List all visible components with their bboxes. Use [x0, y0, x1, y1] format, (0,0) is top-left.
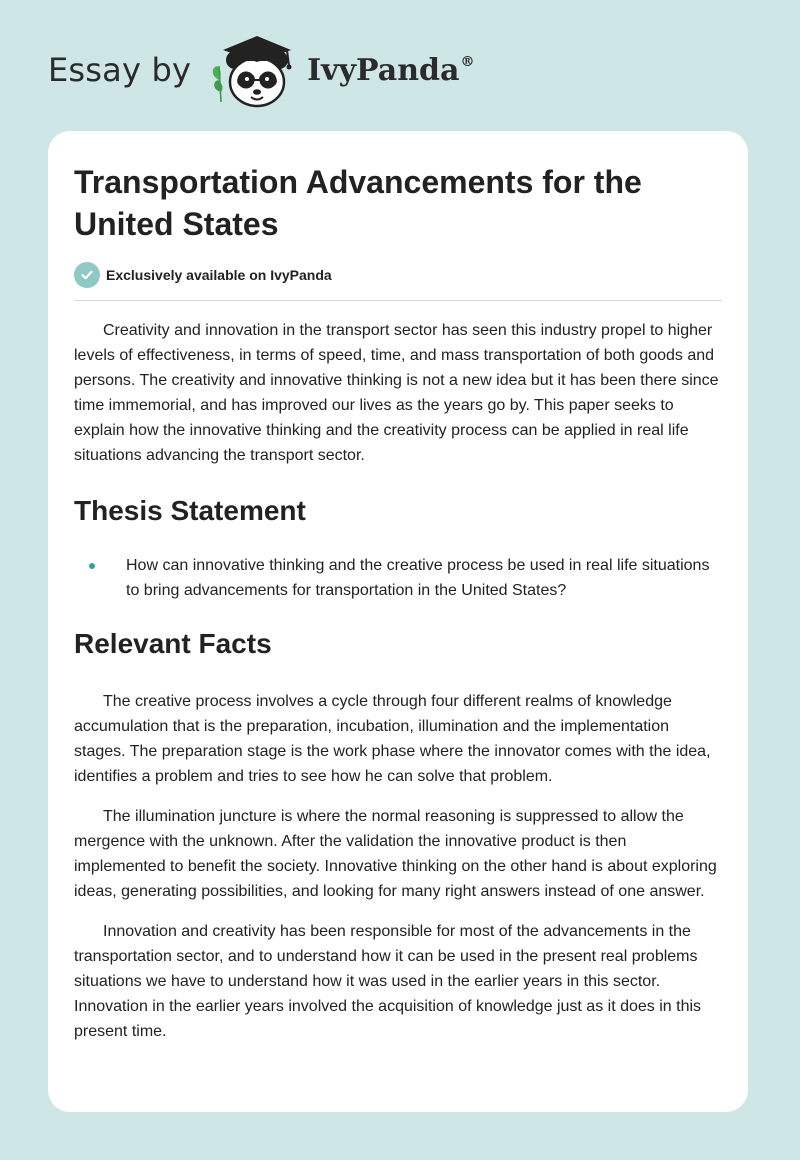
facts-paragraph: The creative process involves a cycle through four different realms of knowledge accumulation that is the preparation, incubation, illumination and the implementation stages. The preparation stage is the work phase where the innovator comes with the idea, identifies a problem and tries to see how he can solve that problem. — [74, 693, 711, 785]
check-circle-icon — [74, 262, 100, 288]
registered-mark: ® — [460, 53, 475, 70]
list-item — [126, 553, 722, 603]
thesis-text: How can innovative thinking and the creative process be used in real life situations to bring advancements for transportation in the United States? — [126, 557, 710, 599]
brand-name[interactable]: IvyPanda® — [307, 52, 475, 88]
facts-heading: Relevant Facts — [74, 628, 272, 659]
site-header — [48, 30, 474, 110]
exclusive-badge-text: Exclusively available on IvyPanda — [106, 267, 332, 283]
exclusive-badge — [74, 262, 722, 301]
panda-graduate-icon[interactable] — [205, 30, 301, 110]
facts-paragraph: Innovation and creativity has been responsible for most of the advancements in the transportation sector, and to understand how it can be used in the present real problems situations we have to understand how it was used in the earlier years in this sector. Innovation in the earlier years involved the acquisition of knowledge just as it does in this present time. — [74, 923, 702, 1040]
thesis-heading: Thesis Statement — [74, 495, 306, 526]
essay-card — [48, 131, 748, 1112]
bullet-icon — [89, 563, 95, 569]
facts-paragraph: The illumination juncture is where the normal reasoning is suppressed to allow the mergence with the unknown. After the validation the innovative product is then implemented to benefit the society. Innovative thinking on the other hand is about exploring ideas, generating possibilities, and looking for many right answers instead of one answer. — [74, 808, 717, 900]
thesis-list — [74, 553, 722, 603]
page-title: Transportation Advancements for the United States — [74, 164, 642, 242]
intro-paragraph: Creativity and innovation in the transport sector has seen this industry propel to higher levels of effectiveness, in terms of speed, time, and mass transportation of both goods and persons. The creativity and innovative thinking is not a new idea but it has been there since time immemorial, and has improved our lives as the years go by. This paper seeks to explain how the innovative thinking and the creativity process can be applied in real life situations advancing the transport sector. — [74, 322, 719, 464]
essay-by-label: Essay by — [48, 51, 192, 89]
